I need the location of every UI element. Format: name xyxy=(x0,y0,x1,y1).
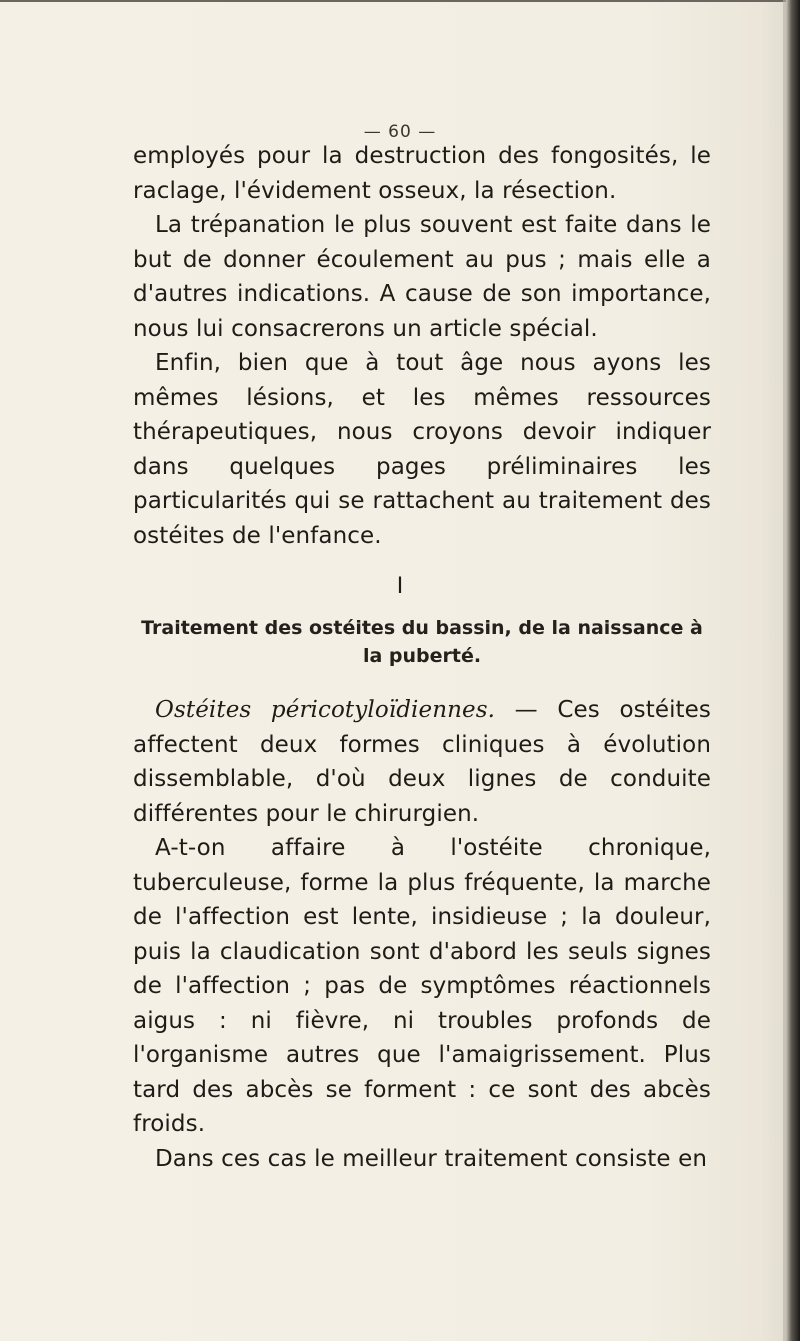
page-number: — 60 — xyxy=(363,122,437,142)
paragraph-5: A-t-on affaire à l'ostéite chronique, tuberculeuse, forme la plus fréquente, la marche de l'affection est lente, insidieuse ; la douleur, puis la claudication sont d'abord les seuls signes de l'affection ; pas de symptômes réactionnels aigus : ni fièvre, ni troubles profonds de l'organisme autres que l'amaigrissement. Plus tard des abcès se forment : ce sont des abcès froids. xyxy=(133,835,711,1137)
paragraph-4 xyxy=(133,693,711,831)
italic-lead: Ostéites péricotyloïdiennes. xyxy=(155,697,496,723)
page-top-edge xyxy=(0,0,800,2)
paragraph-3: Enfin, bien que à tout âge nous ayons les mêmes lésions, et les mêmes ressources thérapeutiques, nous croyons devoir indiquer dans quelques pages préliminaires les particularités qui se rattachent au traitement des ostéites de l'enfance. xyxy=(133,350,711,549)
book-binding-edge xyxy=(786,0,800,1341)
text-block-1 xyxy=(133,139,711,553)
text-block-2 xyxy=(133,693,711,1176)
paragraph-6: Dans ces cas le meilleur traitement consiste en xyxy=(155,1145,708,1172)
paragraph-1: employés pour la destruction des fongosités, le raclage, l'évidement osseux, la résection. xyxy=(133,143,711,204)
paragraph-2: La trépanation le plus souvent est faite dans le but de donner écoulement au pus ; mais elle a d'autres indications. A cause de son importance, nous lui consacrerons un article spécial. xyxy=(133,212,711,342)
section-heading: Traitement des ostéites du bassin, de la naissance à la puberté. xyxy=(141,617,703,667)
paragraph-4-rest: — Ces ostéites affectent deux formes cliniques à évolution dissemblable, d'où deux lignes de conduite différentes pour le chirurgien. xyxy=(133,697,712,827)
section-number: I xyxy=(396,574,404,599)
